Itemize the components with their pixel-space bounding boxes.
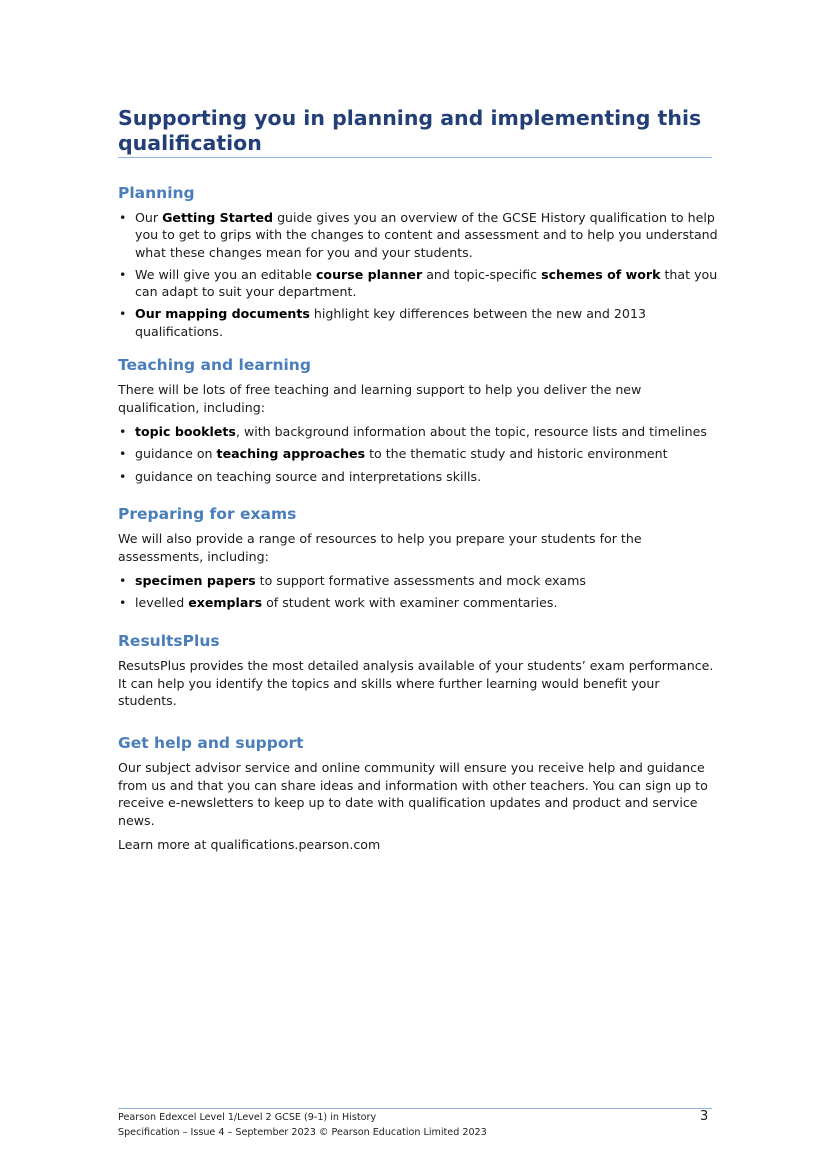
list-item (118, 423, 718, 440)
section-get-help-and-support (118, 733, 718, 861)
footer-line-1: Pearson Edexcel Level 1/Level 2 GCSE (9-1) in History (118, 1112, 377, 1123)
bullet-list (118, 572, 718, 612)
bold-text: course planner (315, 266, 423, 282)
paragraph: We will also provide a range of resources to help you prepare your students for the assessments, including: (118, 531, 642, 564)
list-item (118, 594, 718, 611)
list-item (118, 468, 718, 485)
section-planning (118, 183, 718, 345)
title-rule (118, 157, 712, 158)
text: levelled (135, 595, 189, 611)
paragraph: Our subject advisor service and online community will ensure you receive help and guidance from us and that you can share ideas and information with other teachers. You can sign up to receive e-newsletters to keep up to date with qualification updates and product and service news. (118, 760, 708, 828)
list-item (118, 445, 718, 462)
section-heading: Teaching and learning (118, 356, 311, 374)
section-preparing-for-exams (118, 504, 718, 617)
text: guidance on (135, 446, 217, 462)
text: highlight key differences between the new and 2013 qualifications. (135, 306, 646, 339)
bold-text: specimen papers (135, 573, 256, 588)
bullet-list (118, 209, 718, 340)
section-teaching-and-learning (118, 355, 718, 490)
bold-text: Getting Started (162, 210, 274, 225)
page-number: 3 (700, 1109, 709, 1124)
text: that you can adapt to suit your department. (135, 266, 718, 300)
text: of student work with examiner commentaries. (262, 595, 558, 611)
bold-text: Our mapping documents (135, 306, 310, 322)
bold-text: exemplars (188, 595, 263, 611)
bold-text: teaching approaches (216, 446, 366, 462)
list-item (118, 266, 718, 301)
list-item (118, 209, 718, 261)
section-heading: ResultsPlus (118, 632, 220, 650)
text: guide gives you an overview of the GCSE History qualification to help you to get to grips with the changes to content and assessment and to help you understand what these changes mean for you and your students. (135, 210, 718, 260)
bold-text: schemes of work (541, 266, 661, 282)
section-heading: Get help and support (118, 734, 304, 752)
section-heading: Planning (118, 184, 195, 202)
text: to support formative assessments and mock exams (255, 573, 586, 588)
text: , with background information about the topic, resource lists and timelines (235, 424, 707, 439)
paragraph: Learn more at qualifications.pearson.com (118, 837, 381, 852)
text: to the thematic study and historic environment (365, 446, 668, 462)
footer-line-2: Specification – Issue 4 – September 2023 © Pearson Education Limited 2023 (118, 1127, 487, 1138)
text: Our (135, 210, 163, 225)
section-resultsplus (118, 631, 718, 717)
text: and topic-specific (422, 266, 542, 282)
footer-rule (118, 1108, 712, 1109)
text: We will give you an editable (135, 266, 316, 282)
list-item (118, 572, 718, 589)
paragraph: ResutsPlus provides the most detailed analysis available of your students’ exam performance. It can help you identify the topics and skills where further learning would benefit your students. (118, 658, 714, 708)
section-heading: Preparing for exams (118, 505, 297, 523)
page-title: Supporting you in planning and implementing this qualification (118, 106, 702, 155)
paragraph: There will be lots of free teaching and learning support to help you deliver the new qualification, including: (118, 382, 642, 415)
list-item (118, 305, 718, 340)
bold-text: topic booklets (135, 424, 236, 439)
bullet-list (118, 423, 718, 485)
text: guidance on teaching source and interpretations skills. (135, 468, 482, 484)
